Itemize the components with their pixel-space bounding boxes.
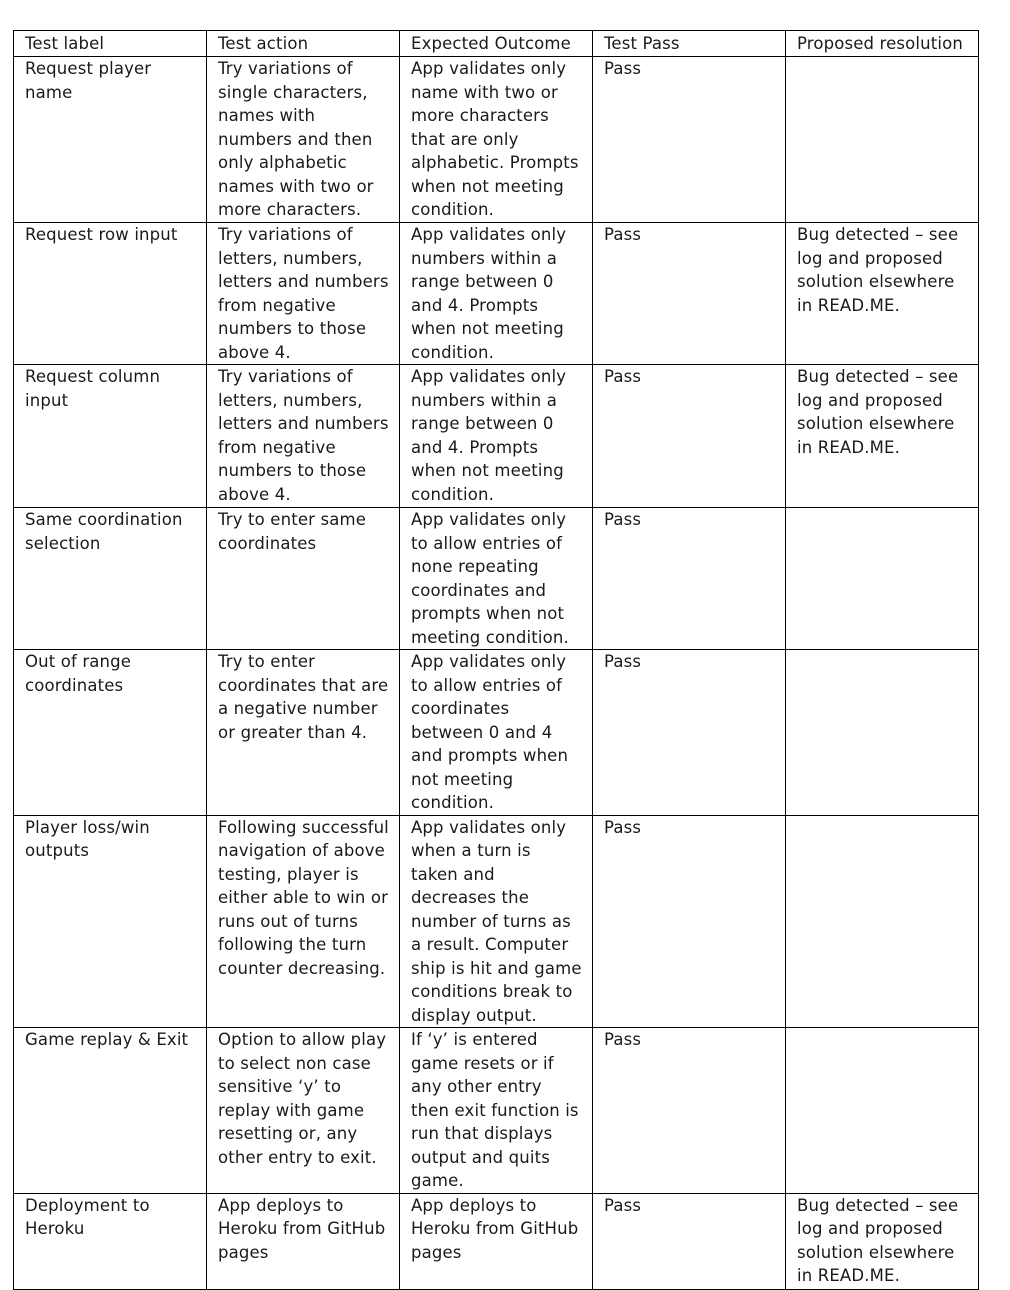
cell-test-action: Try to enter same coordinates [207, 508, 400, 650]
cell-test-pass: Pass [593, 508, 786, 650]
cell-proposed-resolution [786, 1028, 979, 1194]
cell-test-label: Player loss/win outputs [14, 815, 207, 1028]
cell-test-action: Try variations of letters, numbers, letters and numbers from negative numbers to those above 4. [207, 223, 400, 365]
header-expected-outcome: Expected Outcome [400, 31, 593, 57]
cell-expected-outcome: App validates only when a turn is taken and decreases the number of turns as a result. Computer ship is hit and game conditions break to display output. [400, 815, 593, 1028]
cell-test-action: Following successful navigation of above testing, player is either able to win or runs out of turns following the turn counter decreasing. [207, 815, 400, 1028]
table-body [14, 57, 979, 1290]
header-test-label: Test label [14, 31, 207, 57]
header-proposed-resolution: Proposed resolution [786, 31, 979, 57]
cell-proposed-resolution: Bug detected – see log and proposed solution elsewhere in READ.ME. [786, 223, 979, 365]
cell-test-label: Out of range coordinates [14, 650, 207, 816]
cell-expected-outcome: App validates only name with two or more characters that are only alphabetic. Prompts when not meeting condition. [400, 57, 593, 223]
cell-expected-outcome: If ‘y’ is entered game resets or if any other entry then exit function is run that displays output and quits game. [400, 1028, 593, 1194]
cell-test-action: App deploys to Heroku from GitHub pages [207, 1193, 400, 1289]
header-test-pass: Test Pass [593, 31, 786, 57]
cell-test-pass: Pass [593, 650, 786, 816]
cell-expected-outcome: App validates only numbers within a range between 0 and 4. Prompts when not meeting condition. [400, 365, 593, 508]
cell-test-action: Option to allow play to select non case sensitive ‘y’ to replay with game resetting or, any other entry to exit. [207, 1028, 400, 1194]
cell-test-label: Game replay & Exit [14, 1028, 207, 1194]
cell-test-action: Try to enter coordinates that are a negative number or greater than 4. [207, 650, 400, 816]
table-row [14, 1193, 979, 1289]
cell-test-label: Deployment to Heroku [14, 1193, 207, 1289]
table-row [14, 365, 979, 508]
cell-test-label: Request row input [14, 223, 207, 365]
table-row [14, 815, 979, 1028]
test-results-table [13, 30, 979, 1290]
cell-test-action: Try variations of single characters, names with numbers and then only alphabetic names with two or more characters. [207, 57, 400, 223]
cell-expected-outcome: App validates only to allow entries of coordinates between 0 and 4 and prompts when not meeting condition. [400, 650, 593, 816]
table-row [14, 223, 979, 365]
header-row [14, 31, 979, 57]
table-header [14, 31, 979, 57]
cell-test-pass: Pass [593, 815, 786, 1028]
table-row [14, 1028, 979, 1194]
cell-expected-outcome: App validates only to allow entries of none repeating coordinates and prompts when not meeting condition. [400, 508, 593, 650]
cell-test-label: Same coordination selection [14, 508, 207, 650]
cell-proposed-resolution: Bug detected – see log and proposed solution elsewhere in READ.ME. [786, 365, 979, 508]
cell-proposed-resolution [786, 815, 979, 1028]
cell-proposed-resolution [786, 57, 979, 223]
cell-expected-outcome: App validates only numbers within a range between 0 and 4. Prompts when not meeting condition. [400, 223, 593, 365]
cell-test-label: Request column input [14, 365, 207, 508]
table-row [14, 650, 979, 816]
cell-proposed-resolution [786, 650, 979, 816]
cell-proposed-resolution: Bug detected – see log and proposed solution elsewhere in READ.ME. [786, 1193, 979, 1289]
table-row [14, 508, 979, 650]
cell-test-pass: Pass [593, 1028, 786, 1194]
cell-test-pass: Pass [593, 223, 786, 365]
cell-test-pass: Pass [593, 1193, 786, 1289]
cell-test-action: Try variations of letters, numbers, letters and numbers from negative numbers to those above 4. [207, 365, 400, 508]
header-test-action: Test action [207, 31, 400, 57]
cell-test-pass: Pass [593, 57, 786, 223]
cell-expected-outcome: App deploys to Heroku from GitHub pages [400, 1193, 593, 1289]
table-row [14, 57, 979, 223]
cell-test-pass: Pass [593, 365, 786, 508]
cell-proposed-resolution [786, 508, 979, 650]
cell-test-label: Request player name [14, 57, 207, 223]
